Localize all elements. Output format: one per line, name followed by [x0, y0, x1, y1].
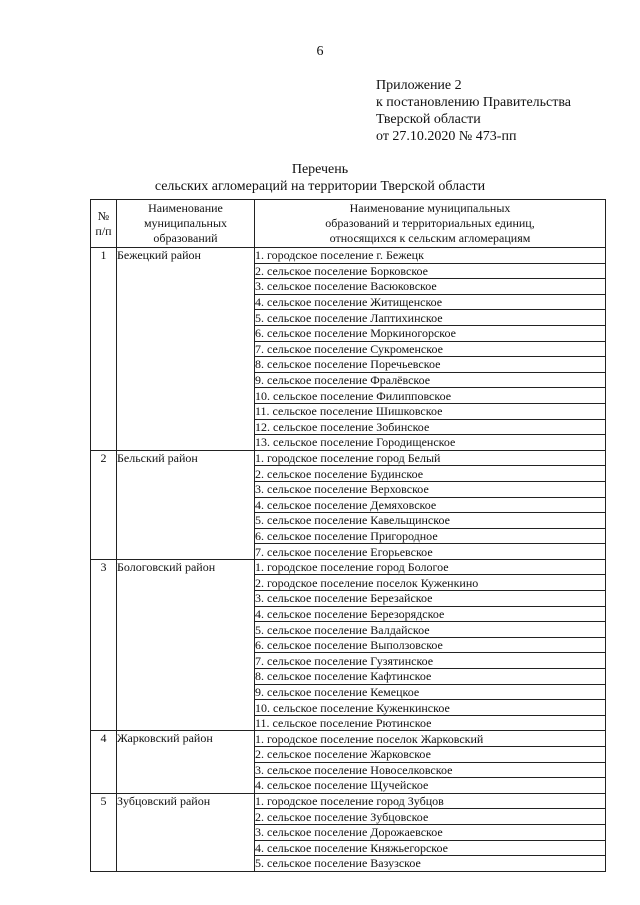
settlement-name: 2. сельское поселение Борковское	[255, 263, 606, 279]
row-number: 2	[91, 450, 117, 559]
settlement-name: 6. сельское поселение Выползовское	[255, 637, 606, 653]
settlement-name: 2. сельское поселение Зубцовское	[255, 809, 606, 825]
table-header-row	[91, 200, 606, 248]
settlement-name: 1. городское поселение город Бологое	[255, 559, 606, 575]
settlement-name: 4. сельское поселение Княжьегорское	[255, 840, 606, 856]
settlement-name: 4. сельское поселение Демяховское	[255, 497, 606, 513]
page-number: 6	[316, 44, 324, 59]
header-text: Наименование	[148, 201, 223, 215]
settlement-name: 5. сельское поселение Кавельщинское	[255, 513, 606, 529]
district-name: Бельский район	[117, 450, 255, 559]
settlement-name: 5. сельское поселение Вазузское	[255, 856, 606, 872]
table-row	[91, 559, 606, 575]
settlement-name: 8. сельское поселение Поречьевское	[255, 357, 606, 373]
district-name: Бологовский район	[117, 559, 255, 731]
settlement-name: 1. городское поселение город Зубцов	[255, 793, 606, 809]
row-number: 4	[91, 731, 117, 793]
settlement-name: 3. сельское поселение Васюковское	[255, 279, 606, 295]
table-row	[91, 248, 606, 264]
header-municipal	[117, 200, 255, 248]
settlement-name: 3. сельское поселение Верховское	[255, 481, 606, 497]
header-text: относящихся к сельским агломерациям	[329, 231, 531, 245]
header-text: муниципальных	[143, 216, 228, 230]
appendix-line: Приложение 2	[376, 78, 462, 93]
settlement-name: 1. городское поселение город Белый	[255, 450, 606, 466]
appendix-line: от 27.10.2020 № 473-пп	[376, 129, 517, 144]
settlement-name: 9. сельское поселение Фралёвское	[255, 372, 606, 388]
row-number: 3	[91, 559, 117, 731]
settlement-name: 10. сельское поселение Куженкинское	[255, 700, 606, 716]
settlement-name: 13. сельское поселение Городищенское	[255, 435, 606, 451]
header-num	[91, 200, 117, 248]
row-number: 5	[91, 793, 117, 871]
district-name: Бежецкий район	[117, 248, 255, 451]
header-text: п/п	[95, 223, 112, 238]
settlement-name: 3. сельское поселение Березайское	[255, 591, 606, 607]
header-text: Наименование муниципальных	[349, 201, 511, 215]
settlement-name: 3. сельское поселение Дорожаевское	[255, 824, 606, 840]
settlement-name: 2. сельское поселение Жарковское	[255, 747, 606, 763]
row-number: 1	[91, 248, 117, 451]
title-line: сельских агломераций на территории Тверской области	[154, 179, 486, 194]
appendix-line: к постановлению Правительства	[376, 95, 572, 110]
settlement-name: 11. сельское поселение Рютинское	[255, 715, 606, 731]
header-text: образований и территориальных единиц,	[325, 216, 535, 230]
settlement-name: 9. сельское поселение Кемецкое	[255, 684, 606, 700]
settlement-name: 4. сельское поселение Березорядское	[255, 606, 606, 622]
header-text: образований	[153, 231, 218, 245]
district-name: Зубцовский район	[117, 793, 255, 871]
settlement-name: 3. сельское поселение Новоселковское	[255, 762, 606, 778]
district-name: Жарковский район	[117, 731, 255, 793]
settlement-name: 4. сельское поселение Житищенское	[255, 294, 606, 310]
table-row	[91, 731, 606, 747]
settlement-name: 7. сельское поселение Сукроменское	[255, 341, 606, 357]
settlement-name: 5. сельское поселение Лаптихинское	[255, 310, 606, 326]
settlement-name: 5. сельское поселение Валдайское	[255, 622, 606, 638]
agglomeration-table	[90, 199, 606, 872]
settlement-name: 6. сельское поселение Пригородное	[255, 528, 606, 544]
settlement-name: 2. сельское поселение Будинское	[255, 466, 606, 482]
appendix-line: Тверской области	[376, 112, 481, 127]
settlement-name: 6. сельское поселение Моркиногорское	[255, 325, 606, 341]
settlement-name: 1. городское поселение г. Бежецк	[255, 248, 606, 264]
settlement-name: 8. сельское поселение Кафтинское	[255, 669, 606, 685]
appendix-reference	[376, 77, 571, 145]
settlement-name: 12. сельское поселение Зобинское	[255, 419, 606, 435]
table-body	[91, 248, 606, 872]
settlement-name: 11. сельское поселение Шишковское	[255, 403, 606, 419]
settlement-name: 1. городское поселение поселок Жарковский	[255, 731, 606, 747]
document-title	[0, 161, 640, 195]
settlement-name: 2. городское поселение поселок Куженкино	[255, 575, 606, 591]
settlement-name: 7. сельское поселение Егорьевское	[255, 544, 606, 560]
header-text: №	[97, 208, 110, 223]
settlement-name: 7. сельское поселение Гузятинское	[255, 653, 606, 669]
table-row	[91, 450, 606, 466]
header-units	[255, 200, 606, 248]
settlement-name: 10. сельское поселение Филипповское	[255, 388, 606, 404]
settlement-name: 4. сельское поселение Щучейское	[255, 778, 606, 794]
table-row	[91, 793, 606, 809]
title-line: Перечень	[291, 162, 349, 177]
